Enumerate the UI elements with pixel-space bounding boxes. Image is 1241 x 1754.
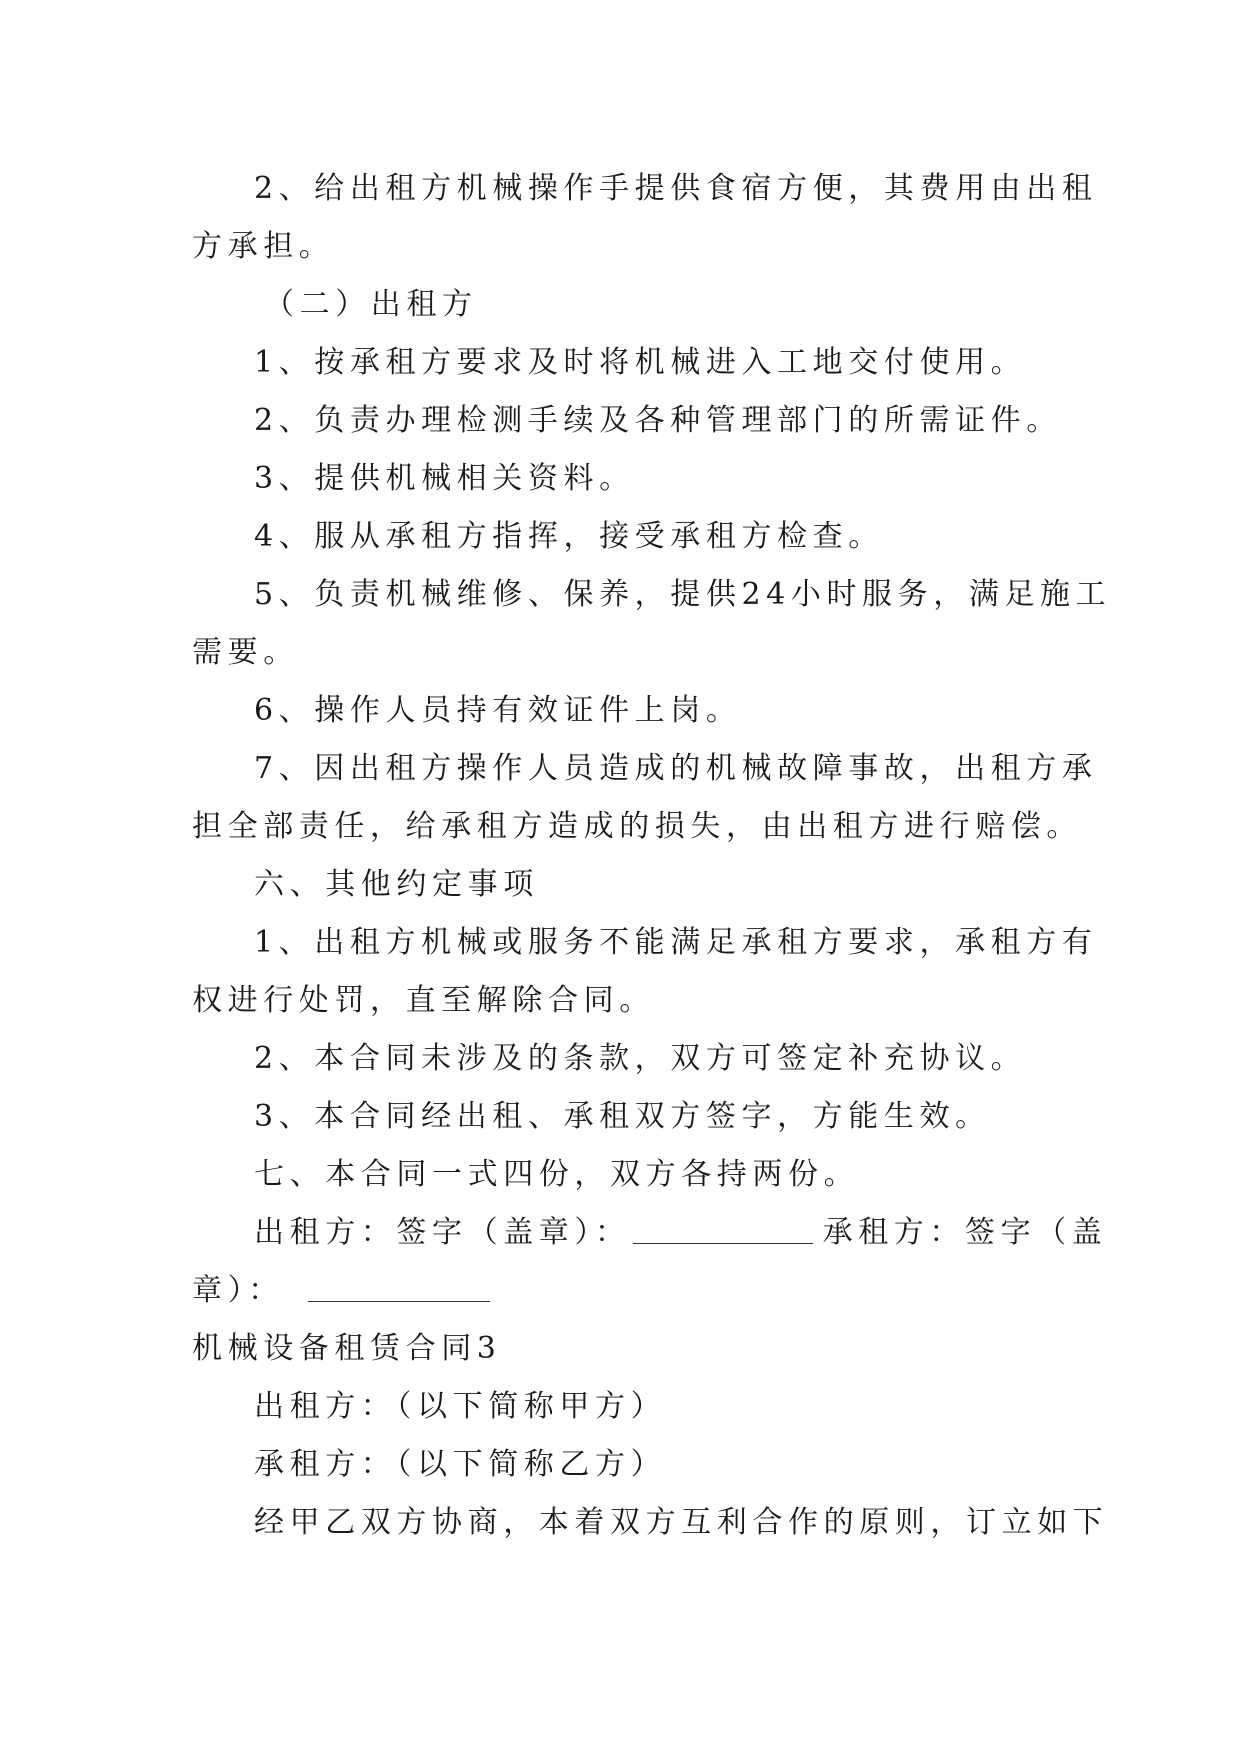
lessor-signature-blank xyxy=(633,1221,813,1244)
section-heading: 七、本合同一式四份，双方各持两份。 xyxy=(254,1157,860,1192)
lessee-signature-label: 承租方：签字（盖 xyxy=(822,1215,1108,1250)
contract-title: 机械设备租赁合同3 xyxy=(192,1331,502,1366)
clause-line: 6、操作人员持有效证件上岗。 xyxy=(254,693,742,728)
clause-line: 1、出租方机械或服务不能满足承租方要求，承租方有 xyxy=(254,925,1098,960)
clause-line: 5、负责机械维修、保养，提供24小时服务，满足施工 xyxy=(254,577,1112,612)
signature-line xyxy=(192,1204,1108,1262)
clause-line: 3、本合同经出租、承租双方签字，方能生效。 xyxy=(254,1099,991,1134)
clause-line: 2、给出租方机械操作手提供食宿方便，其费用由出租 xyxy=(254,171,1098,206)
intro-line: 经甲乙双方协商，本着双方互利合作的原则，订立如下 xyxy=(254,1505,1109,1540)
lessee-signature-blank xyxy=(308,1279,490,1302)
document-page xyxy=(192,160,1112,1552)
clause-line: 担全部责任，给承租方造成的损失，由出租方进行赔偿。 xyxy=(192,809,1082,844)
clause-line: 2、本合同未涉及的条款，双方可签定补充协议。 xyxy=(254,1041,1027,1076)
clause-line: 3、提供机械相关资料。 xyxy=(254,461,635,496)
section-heading: （二）出租方 xyxy=(264,287,478,322)
clause-line: 需要。 xyxy=(192,635,299,670)
lessee-signature-label-cont: 章）： xyxy=(192,1273,284,1308)
clause-line: 7、因出租方操作人员造成的机械故障事故，出租方承 xyxy=(254,751,1098,786)
clause-line: 方承担。 xyxy=(192,229,335,264)
signature-line-continued xyxy=(192,1262,1054,1320)
section-heading: 六、其他约定事项 xyxy=(254,867,539,902)
clause-line: 1、按承租方要求及时将机械进入工地交付使用。 xyxy=(254,345,1027,380)
clause-line: 2、负责办理检测手续及各种管理部门的所需证件。 xyxy=(254,403,1062,438)
lessor-line: 出租方：（以下简称甲方） xyxy=(254,1389,667,1424)
clause-line: 权进行处罚，直至解除合同。 xyxy=(192,983,655,1018)
lessor-signature-label: 出租方：签字（盖章）： xyxy=(254,1215,631,1250)
clause-line: 4、服从承租方指挥，接受承租方检查。 xyxy=(254,519,884,554)
lessee-line: 承租方：（以下简称乙方） xyxy=(254,1447,667,1482)
